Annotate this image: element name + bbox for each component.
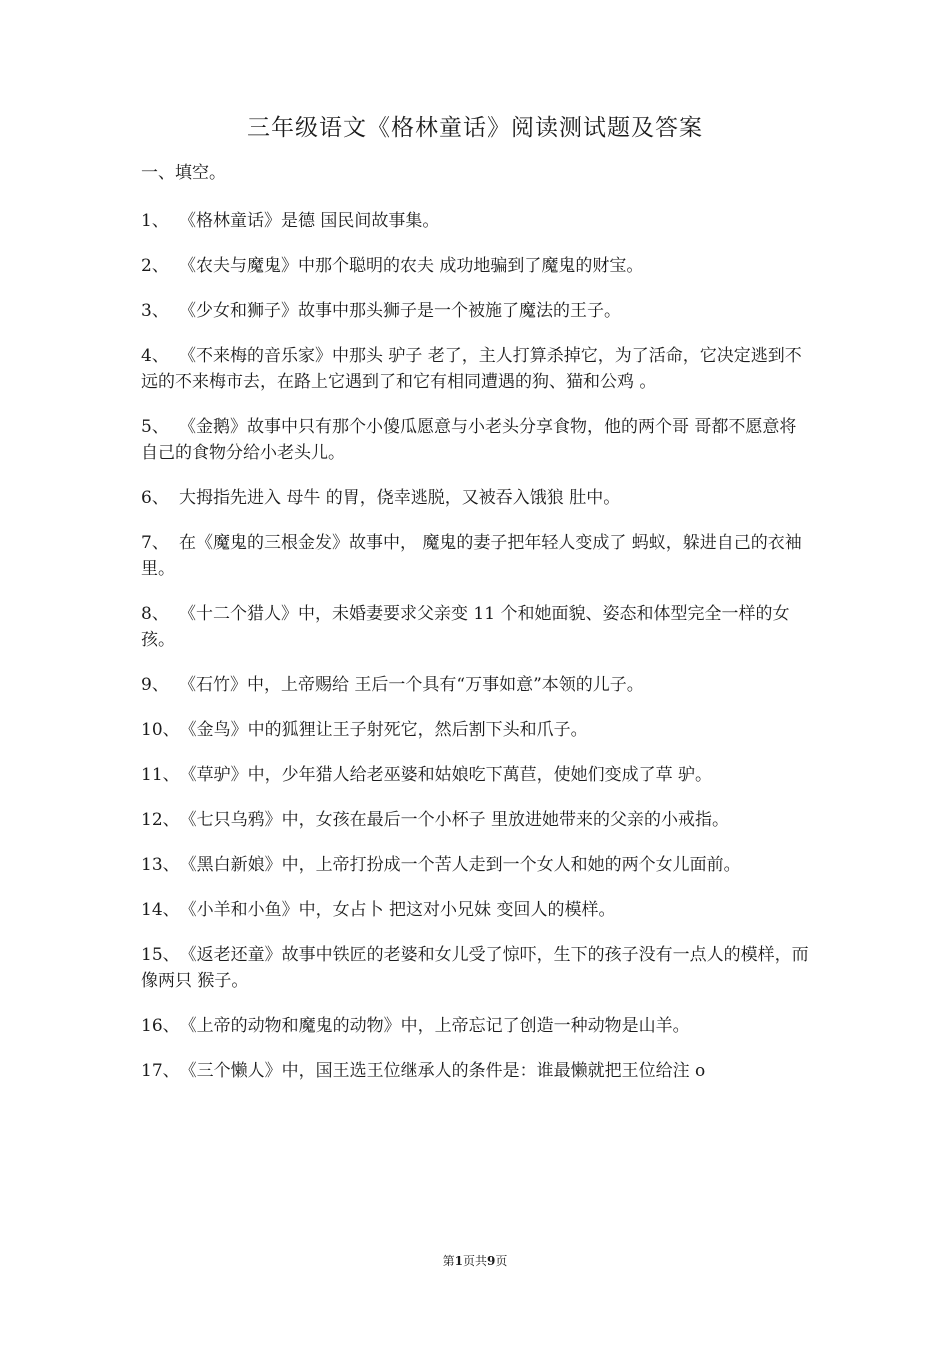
question-item [141,897,813,923]
question-item [141,1013,813,1039]
question-text: 《七只乌鸦》中，女孩在最后一个小杯子 里放进她带来的父亲的小戒指。 [179,810,730,830]
question-item [141,852,813,878]
question-number: 1、 [141,211,169,231]
current-page-number: 1 [454,1254,463,1268]
question-number: 11、 [141,765,180,785]
question-text: 《不来梅的音乐家》中那头 驴子 老了，主人打算杀掉它，为了活命，它决定逃到不远的不来梅市去，在路上它遇到了和它有相同遭遇的狗、猫和公鸡 。 [141,346,802,392]
question-number: 14、 [141,900,180,920]
question-text: 《返老还童》故事中铁匠的老婆和女儿受了惊吓，生下的孩子没有一点人的模样，而像两只 猴子。 [141,945,809,991]
question-number: 17、 [141,1061,180,1081]
question-text: 《金鹅》故事中只有那个小傻瓜愿意与小老头分享食物，他的两个哥 哥都不愿意将自己的食物分给小老头儿。 [141,417,797,463]
question-item [141,485,813,511]
question-text: 《格林童话》是德 国民间故事集。 [179,211,440,231]
section-heading: 一、填空。 [141,163,226,183]
question-list [141,208,813,1103]
question-text: 《石竹》中，上帝赐给 王后一个具有“万事如意”本领的儿子。 [179,675,644,695]
question-text: 《三个懒人》中，国王选王位继承人的条件是：谁最懒就把王位给注 o [179,1061,706,1081]
question-number: 15、 [141,945,180,965]
question-text: 《少女和狮子》故事中那头狮子是一个被施了魔法的王子。 [179,301,621,321]
question-item [141,942,813,994]
footer-middle: 页共 [462,1254,487,1268]
question-number: 7、 [141,533,169,553]
question-item [141,208,813,234]
question-text: 《农夫与魔鬼》中那个聪明的农夫 成功地骗到了魔鬼的财宝。 [179,256,644,276]
document-title: 三年级语文《格林童话》阅读测试题及答案 [247,115,703,141]
question-text: 在《魔鬼的三根金发》故事中， 魔鬼的妻子把年轻人变成了 蚂蚁，躲进自己的衣袖里。 [141,533,802,579]
question-item [141,672,813,698]
question-item [141,762,813,788]
question-item [141,601,813,653]
question-item [141,253,813,279]
question-text: 大拇指先进入 母牛 的胃，侥幸逃脱，又被吞入饿狼 肚中。 [179,488,621,508]
question-text: 《草驴》中，少年猎人给老巫婆和姑娘吃下萬苣，使她们变成了草 驴。 [179,765,713,785]
question-number: 12、 [141,810,180,830]
total-pages-number: 9 [487,1254,496,1268]
question-number: 3、 [141,301,169,321]
question-item [141,717,813,743]
question-number: 10、 [141,720,180,740]
question-item [141,414,813,466]
question-number: 8、 [141,604,169,624]
footer-prefix: 第 [442,1254,455,1268]
question-item [141,530,813,582]
question-text: 《小羊和小鱼》中，女占卜 把这对小兄妹 变回人的模样。 [179,900,616,920]
question-number: 4、 [141,346,169,366]
question-text: 《十二个猎人》中，未婚妻要求父亲变 11 个和她面貌、姿态和体型完全一样的女孩。 [141,604,790,650]
question-number: 13、 [141,855,180,875]
footer-suffix: 页 [495,1254,508,1268]
question-number: 16、 [141,1016,180,1036]
question-item [141,298,813,324]
page-footer [0,1253,950,1269]
question-number: 5、 [141,417,169,437]
question-text: 《黑白新娘》中，上帝打扮成一个苦人走到一个女人和她的两个女儿面前。 [179,855,741,875]
question-number: 6、 [141,488,169,508]
question-item [141,1058,813,1084]
question-text: 《金鸟》中的狐狸让王子射死它，然后割下头和爪子。 [179,720,588,740]
question-number: 9、 [141,675,169,695]
question-item [141,807,813,833]
question-item [141,343,813,395]
question-number: 2、 [141,256,169,276]
question-text: 《上帝的动物和魔鬼的动物》中，上帝忘记了创造一种动物是山羊。 [179,1016,690,1036]
